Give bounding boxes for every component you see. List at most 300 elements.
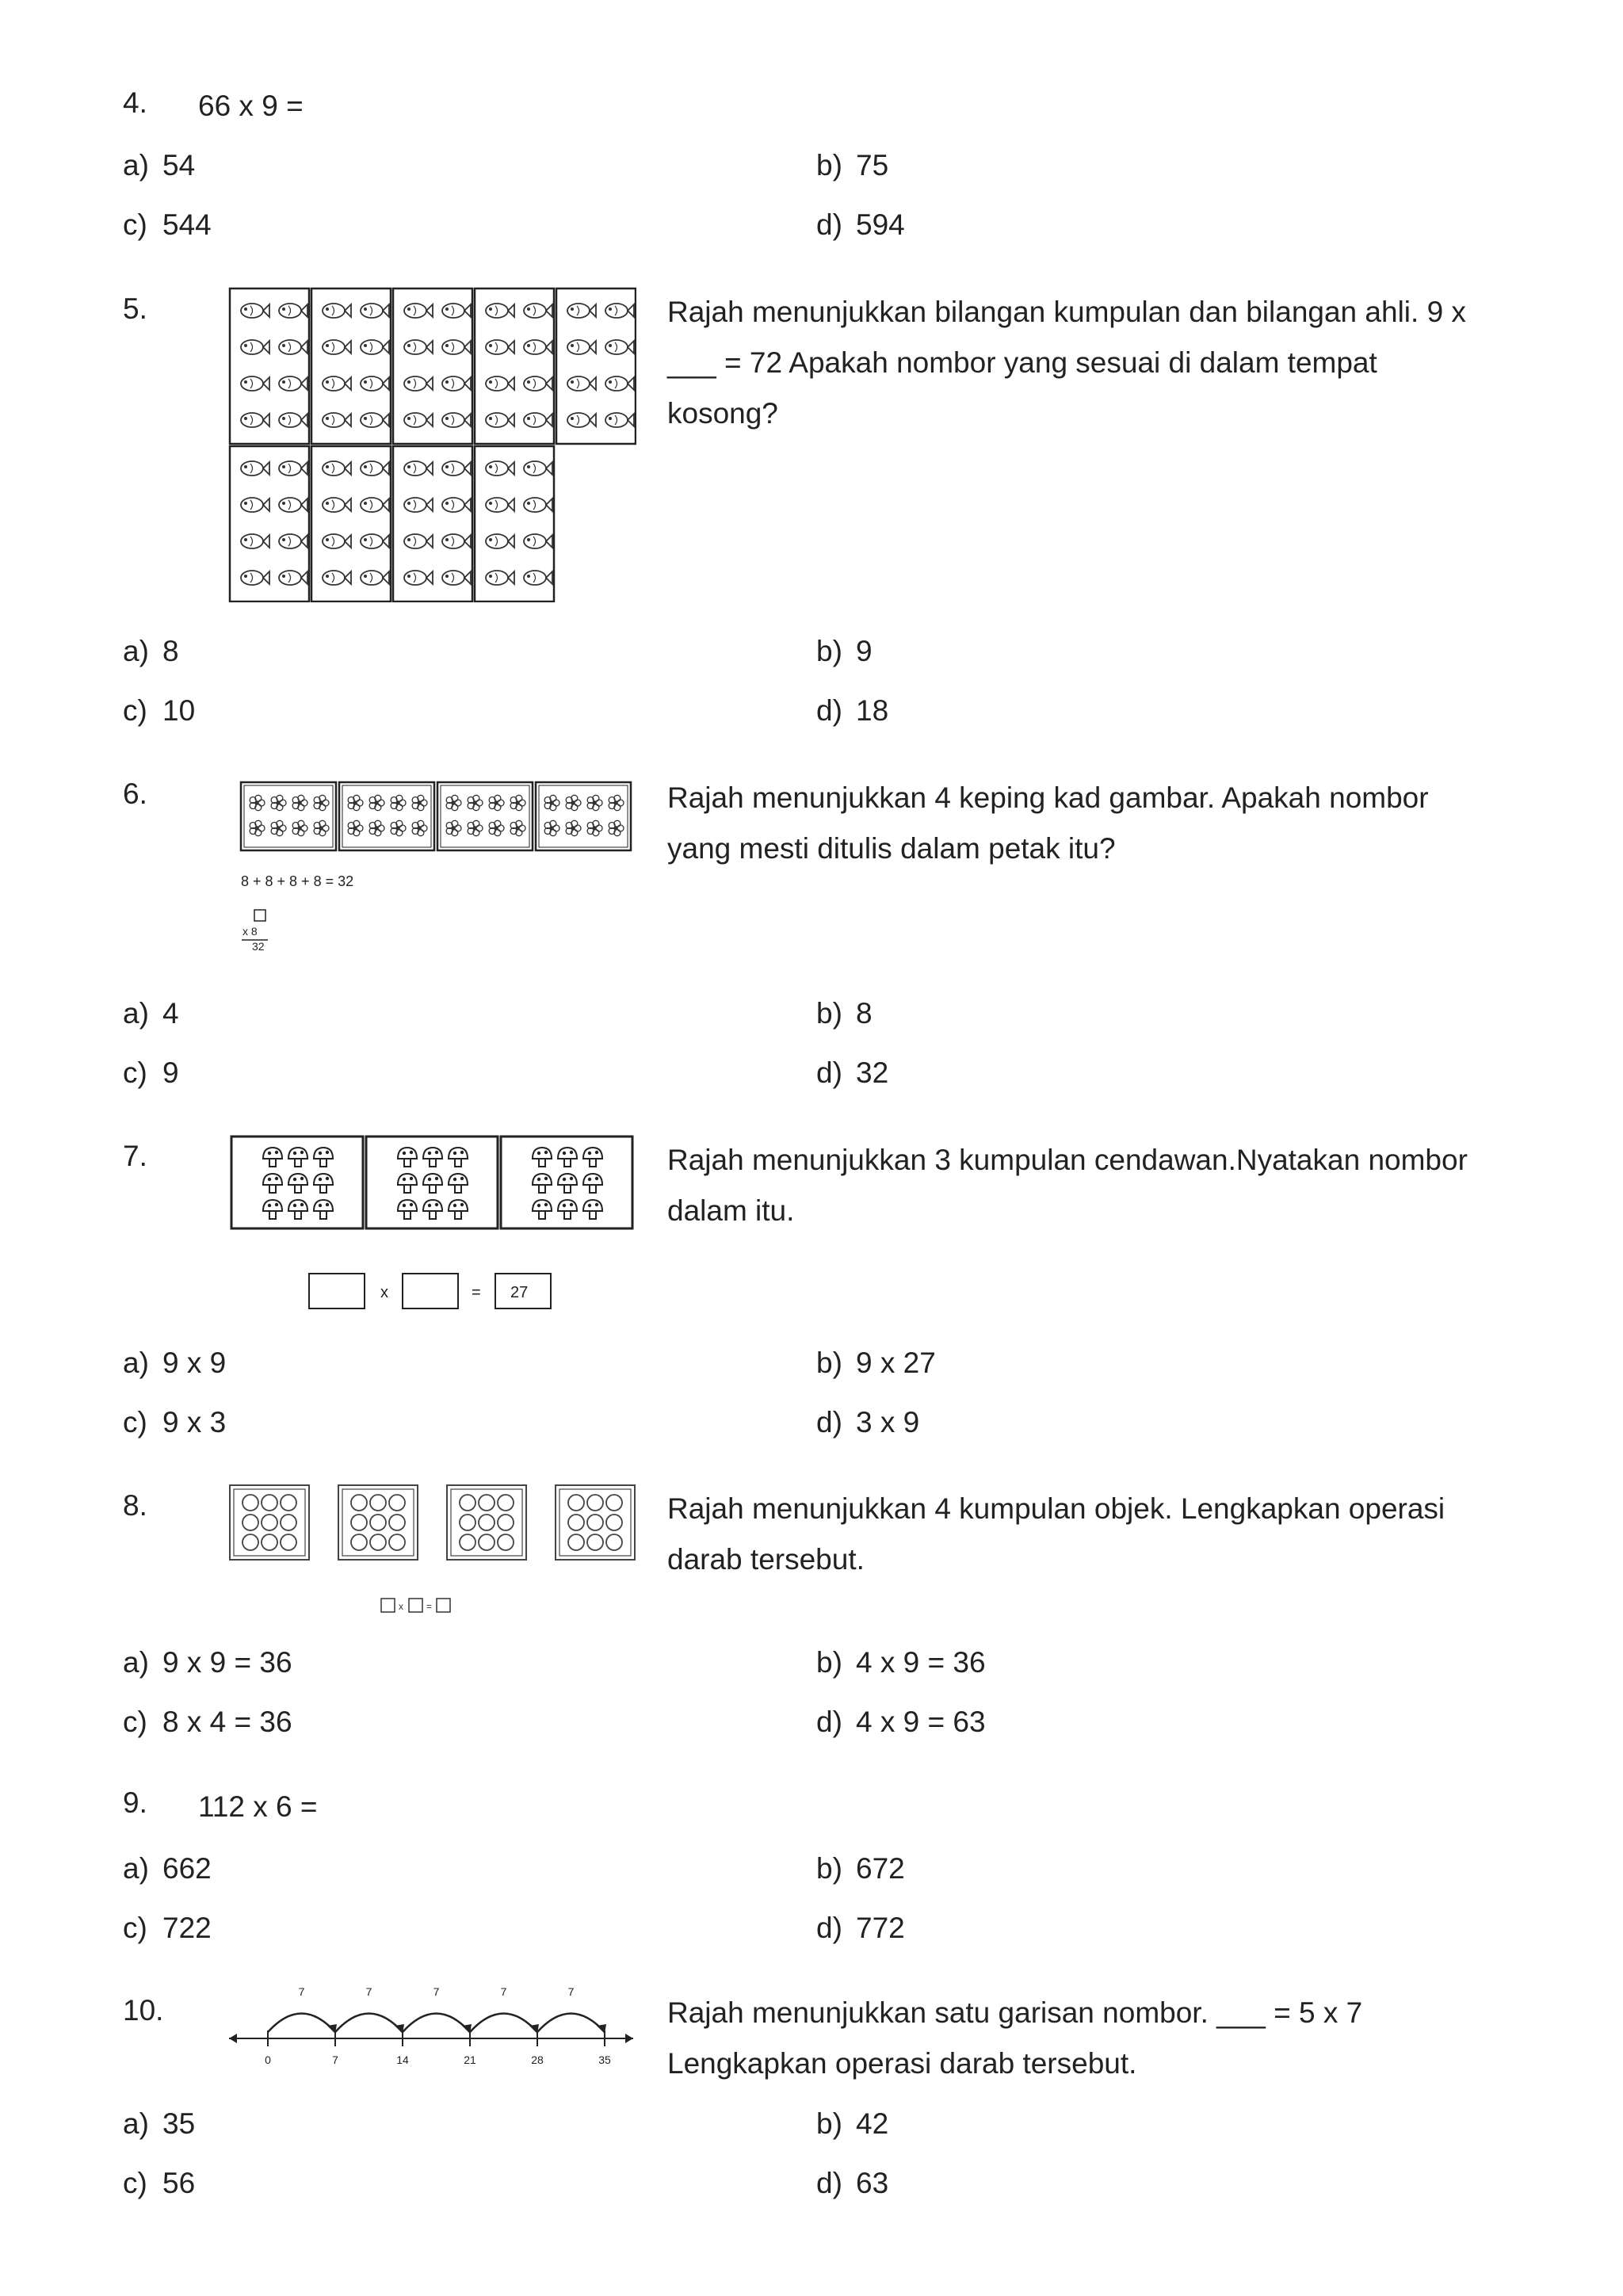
fish-group-box [230,288,309,444]
hop-arc [403,2014,470,2033]
flower-icon [250,795,265,810]
mushroom-icon [263,1200,282,1219]
flower-icon [292,820,307,835]
question-5-number: 5. [123,292,147,325]
circle-object [568,1534,584,1550]
option-label: c) [123,1912,147,1944]
blank-box-1 [381,1599,395,1612]
question-4-number: 4. [123,86,147,119]
circle-object [242,1495,258,1511]
circle-object [389,1495,405,1511]
question-8-circle-figure [228,1484,636,1620]
fish-group-box [556,288,636,444]
question-7-text: Rajah menunjukkan 3 kumpulan cendawan.Nyatakan nombor dalam itu. [667,1144,1468,1227]
question-10-option-c[interactable] [123,2158,195,2209]
flower-icon [412,820,427,835]
hop-arrowhead [529,2024,539,2034]
hop-arc [470,2014,537,2033]
question-10-option-d[interactable] [816,2158,888,2209]
mushroom-icon [449,1148,468,1167]
question-5-text: Rajah menunjukkan bilangan kumpulan dan bilangan ahli. 9 x ___ = 72 Apakah nombor yang sesuai di dalam tempat kosong? [667,296,1466,430]
option-label: b) [816,1347,842,1379]
circle-object [370,1515,386,1530]
circle-object [242,1515,258,1530]
tick-label: 28 [531,2053,544,2066]
option-value: 672 [856,1852,905,1885]
flower-icon [587,795,602,810]
group-border [338,1485,418,1560]
times-sign: x [399,1601,403,1612]
circle-groups [230,1485,635,1560]
fish-icon [323,376,351,391]
fish-icon [404,376,433,391]
question-4-stem: 66 x 9 = [198,90,304,122]
fish-icon [486,340,514,354]
fish-icon [524,571,552,585]
circle-object [281,1495,296,1511]
circle-group-box [447,1485,526,1560]
tick-label: 7 [332,2053,338,2066]
fish-icon [241,498,269,512]
option-label: b) [816,997,842,1030]
circle-object [587,1495,603,1511]
flower-icon [292,795,307,810]
option-label: b) [816,2107,842,2140]
fish-icon [323,461,351,476]
mushroom-icon [533,1174,552,1193]
question-6-option-c[interactable] [123,1048,179,1098]
fish-icon [605,413,634,427]
circle-object [262,1534,277,1550]
mushroom-groups [231,1137,632,1228]
option-label: b) [816,635,842,667]
hop-arrowhead [597,2024,606,2034]
question-4-option-c[interactable] [123,200,212,250]
fish-icon [486,498,514,512]
question-8-text: Rajah menunjukkan 4 kumpulan objek. Lengkapkan operasi darab tersebut. [667,1492,1445,1576]
option-value: 10 [162,694,196,727]
group-border [447,1485,526,1560]
fish-icon [486,304,514,318]
blank-box-3 [437,1599,450,1612]
fish-icon [279,304,307,318]
question-9-stem: 112 x 6 = [198,1790,318,1823]
circle-object [498,1534,514,1550]
mushroom-icon [533,1148,552,1167]
option-value: 772 [856,1912,905,1944]
mushroom-icon [288,1200,307,1219]
fish-icon [241,534,269,548]
fish-icon [486,461,514,476]
option-value: 32 [856,1056,889,1089]
option-value: 8 [856,997,873,1030]
blank-box-members [403,1274,458,1308]
flower-icon [510,795,525,810]
mushroom-icon [583,1200,602,1219]
group-border [230,1485,309,1560]
mushroom-icon [398,1200,417,1219]
fish-icon [279,340,307,354]
hop-arc [335,2014,403,2033]
mushroom-icon [558,1174,577,1193]
question-8-option-d[interactable] [816,1697,986,1748]
fish-icon [486,571,514,585]
flower-icon [391,820,406,835]
option-value: 9 x 9 [162,1347,227,1379]
question-8-option-a[interactable] [123,1637,292,1688]
question-8-option-c[interactable] [123,1697,292,1748]
mushroom-group-box [231,1137,363,1228]
circle-object [242,1534,258,1550]
group-border [556,1485,635,1560]
question-4-option-d[interactable] [816,200,905,250]
question-10-option-a[interactable] [123,2099,195,2149]
flower-icon [609,795,624,810]
mushroom-icon [288,1148,307,1167]
mushroom-group-box [501,1137,632,1228]
card-border [339,782,434,850]
flower-icon [566,795,581,810]
option-label: c) [123,1056,147,1089]
hop-label: 7 [365,1985,372,1998]
fish-group-box [311,288,391,444]
equals-sign: = [426,1601,433,1612]
question-9-option-d[interactable] [816,1903,905,1954]
question-7-mushroom-figure [230,1135,636,1319]
flower-icon [391,795,406,810]
option-value: 54 [162,149,196,181]
fish-icon [567,304,596,318]
option-value: 9 x 27 [856,1347,936,1379]
circle-object [370,1495,386,1511]
hop-label: 7 [298,1985,305,1998]
fish-box-grid [230,288,636,602]
fish-icon [323,304,351,318]
group-border [366,1137,498,1228]
blank-box-2 [409,1599,422,1612]
hop-arrowhead [395,2024,404,2034]
question-9-option-b[interactable] [816,1843,905,1894]
option-value: 9 x 9 = 36 [162,1646,292,1679]
hop-label: 7 [500,1985,507,1998]
fish-icon [524,498,552,512]
question-6-flower-figure [238,781,634,959]
flower-icon [489,795,504,810]
option-value: 3 x 9 [856,1406,920,1438]
times-sign: x [380,1284,388,1301]
fish-icon [241,340,269,354]
circle-group-box [338,1485,418,1560]
fish-group-box [475,446,554,602]
fish-group-box [230,446,309,602]
group-inner-border [342,1489,414,1556]
axis-arrow-left [229,2034,237,2043]
fish-icon [323,498,351,512]
question-10-text: Rajah menunjukkan satu garisan nombor. ___ = 5 x 7 Lengkapkan operasi darab tersebut. [667,1996,1363,2080]
fish-icon [404,304,433,318]
option-value: 4 [162,997,179,1030]
fish-icon [361,571,389,585]
flower-icon [544,795,559,810]
option-value: 18 [856,694,889,727]
fish-group-box [393,446,472,602]
flower-icon [510,820,525,835]
fish-icon [605,304,634,318]
question-8-option-b[interactable] [816,1637,986,1688]
flower-icon [348,820,363,835]
option-value: 662 [162,1852,212,1885]
group-border [501,1137,632,1228]
fish-icon [486,376,514,391]
flower-card [241,782,336,850]
question-6-number: 6. [123,777,147,810]
mushroom-icon [314,1148,333,1167]
question-10-number: 10. [123,1994,164,2027]
flower-icon [609,820,624,835]
fish-icon [524,376,552,391]
option-label: d) [816,208,842,241]
circle-object [351,1515,367,1530]
fish-icon [442,413,471,427]
question-6-option-b[interactable] [816,988,873,1039]
fish-icon [442,340,471,354]
circle-object [389,1515,405,1530]
tick-label: 21 [464,2053,476,2066]
flower-icon [412,795,427,810]
question-10-number-line [226,1981,638,2069]
hop-arc [537,2014,605,2033]
option-label: b) [816,1646,842,1679]
fish-icon [524,534,552,548]
fish-icon [279,534,307,548]
product-text: 32 [252,940,265,953]
option-label: c) [123,208,147,241]
hop-label: 7 [433,1985,440,1998]
flower-icon [271,820,286,835]
mushroom-icon [314,1200,333,1219]
hop-arc [268,2014,335,2033]
question-4-option-b[interactable] [816,140,888,191]
question-4-option-a[interactable] [123,140,195,191]
flower-icon [369,820,384,835]
question-5-option-a[interactable] [123,626,179,677]
circle-object [479,1515,495,1530]
flower-icon [271,795,286,810]
question-7-option-b[interactable] [816,1338,936,1389]
circle-object [262,1515,277,1530]
card-border [536,782,631,850]
mushroom-group-box [366,1137,498,1228]
question-5-option-d[interactable] [816,686,888,736]
circle-object [370,1534,386,1550]
fish-icon [241,413,269,427]
question-7-option-d[interactable] [816,1397,919,1448]
fish-icon [361,498,389,512]
fish-icon [486,534,514,548]
circle-object [389,1534,405,1550]
question-6-text: Rajah menunjukkan 4 keping kad gambar. Apakah nombor yang mesti ditulis dalam petak itu? [667,781,1429,865]
missing-number-box [254,910,265,921]
fish-icon [524,461,552,476]
circle-object [281,1534,296,1550]
option-label: d) [816,1406,842,1438]
fish-icon [241,376,269,391]
option-label: a) [123,2107,149,2140]
question-9-option-c[interactable] [123,1903,212,1954]
flower-icon [587,820,602,835]
flower-icon [314,795,329,810]
question-6-option-d[interactable] [816,1048,888,1098]
question-5-fish-figure [228,287,636,602]
multiplier-text: x 8 [242,925,258,938]
fish-icon [442,498,471,512]
fish-group-box [393,288,472,444]
option-label: d) [816,1056,842,1089]
option-label: b) [816,149,842,181]
circle-object [606,1515,622,1530]
tick-label: 35 [598,2053,611,2066]
group-border [231,1137,363,1228]
circle-group-box [230,1485,309,1560]
flower-icon [314,820,329,835]
tick-label: 0 [265,2053,271,2066]
flower-icon [566,820,581,835]
circle-object [606,1534,622,1550]
option-value: 8 [162,635,179,667]
option-label: d) [816,1912,842,1944]
circle-object [479,1534,495,1550]
number-line [229,1985,633,2066]
mushroom-icon [533,1200,552,1219]
question-6-option-a[interactable] [123,988,179,1039]
flower-icon [369,795,384,810]
circle-object [460,1495,475,1511]
option-label: a) [123,997,149,1030]
option-value: 594 [856,208,905,241]
fish-icon [442,376,471,391]
fish-icon [442,571,471,585]
option-label: a) [123,1852,149,1885]
question-7-option-a[interactable] [123,1338,226,1389]
fish-icon [404,498,433,512]
option-value: 75 [856,149,889,181]
group-inner-border [559,1489,631,1556]
mushroom-icon [263,1174,282,1193]
hop-label: 7 [567,1985,575,1998]
repeated-addition-text: 8 + 8 + 8 + 8 = 32 [241,873,354,889]
circle-object [460,1534,475,1550]
fish-icon [361,461,389,476]
option-label: b) [816,1852,842,1885]
fish-icon [323,340,351,354]
flower-icon [348,795,363,810]
option-value: 35 [162,2107,196,2140]
fish-icon [241,461,269,476]
option-value: 4 x 9 = 36 [856,1646,986,1679]
circle-object [606,1495,622,1511]
mushroom-icon [558,1200,577,1219]
card-inner-border [244,785,333,847]
circle-object [568,1495,584,1511]
flower-icon [446,795,461,810]
blank-box-groups [309,1274,365,1308]
fish-icon [486,413,514,427]
fish-icon [567,376,596,391]
circle-group-box [556,1485,635,1560]
mushroom-icon [558,1148,577,1167]
option-value: 42 [856,2107,889,2140]
option-label: c) [123,1406,147,1438]
axis-arrow-right [625,2034,633,2043]
option-value: 8 x 4 = 36 [162,1706,292,1738]
mushroom-icon [398,1148,417,1167]
option-label: a) [123,149,149,181]
circle-object [460,1515,475,1530]
question-7-option-c[interactable] [123,1397,226,1448]
fish-icon [279,498,307,512]
fish-icon [605,376,634,391]
mushroom-icon [398,1174,417,1193]
mushroom-icon [423,1200,442,1219]
fish-group-box [475,288,554,444]
fish-icon [323,571,351,585]
fish-icon [524,413,552,427]
question-5-option-b[interactable] [816,626,873,677]
question-10-option-b[interactable] [816,2099,888,2149]
group-inner-border [451,1489,522,1556]
fish-icon [279,413,307,427]
option-value: 544 [162,208,212,241]
mushroom-icon [583,1148,602,1167]
card-border [241,782,336,850]
circle-object [498,1495,514,1511]
fish-icon [241,571,269,585]
fish-icon [567,340,596,354]
mushroom-icon [449,1200,468,1219]
question-9-number: 9. [123,1786,147,1819]
card-border [437,782,533,850]
fish-icon [361,376,389,391]
flower-icon [468,795,483,810]
option-value: 9 x 3 [162,1406,227,1438]
option-label: c) [123,2167,147,2199]
circle-object [587,1515,603,1530]
fish-icon [361,340,389,354]
equals-sign: = [472,1284,481,1301]
fish-icon [567,413,596,427]
fish-icon [524,340,552,354]
question-5-option-c[interactable] [123,686,195,736]
question-7-number: 7. [123,1140,147,1172]
option-label: d) [816,1706,842,1738]
fish-icon [323,534,351,548]
flower-icon [468,820,483,835]
fish-icon [279,571,307,585]
flower-cards [241,782,631,850]
fish-icon [524,304,552,318]
fish-icon [241,304,269,318]
circle-object [568,1515,584,1530]
question-9-option-a[interactable] [123,1843,212,1894]
flower-icon [489,820,504,835]
fish-icon [404,413,433,427]
hop-arrowhead [327,2024,337,2034]
circle-object [587,1534,603,1550]
result-value: 27 [510,1284,529,1301]
fish-icon [442,534,471,548]
fish-icon [442,461,471,476]
option-value: 9 [856,635,873,667]
